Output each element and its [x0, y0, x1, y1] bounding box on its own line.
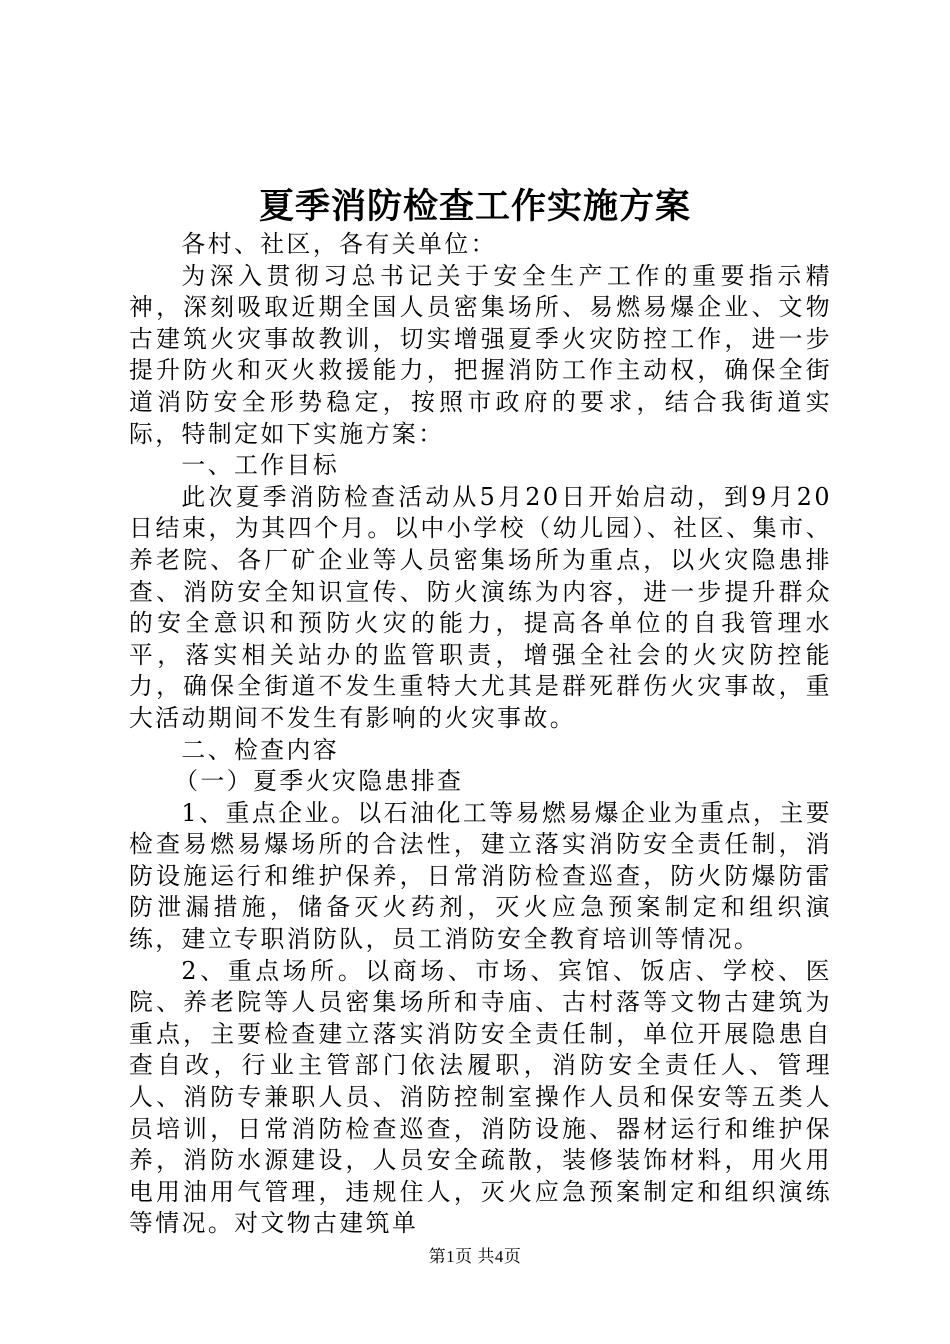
- section-heading-inspection-content: 二、检查内容: [181, 735, 340, 764]
- document-body: [129, 229, 832, 1240]
- work-goals-paragraph: 此次夏季消防检查活动从5月20日开始启动，到9月20日结束，为其四个月。以中小学校（幼儿园）、社区、集市、养老院、各厂矿企业等人员密集场所为重点，以火灾隐患排查、消防安全知识宣传、防火演练为内容，进一步提升群众的安全意识和预防火灾的能力，提高各单位的自我管理水平，落实相关站办的监管职责，增强全社会的火灾防控能力，确保全街道不发生重特大尤其是群死群伤火灾事故，重大活动期间不发生有影响的火灾事故。: [129, 482, 832, 732]
- document-title: 夏季消防检查工作实施方案: [258, 186, 691, 227]
- key-venues-paragraph: 2、重点场所。以商场、市场、宾馆、饭店、学校、医院、养老院等人员密集场所和寺庙、古村落等文物古建筑为重点，主要检查建立落实消防安全责任制，单位开展隐患自查自改，行业主管部门依法履职，消防安全责任人、管理人、消防专兼职人员、消防控制室操作人员和保安等五类人员培训，日常消防检查巡查，消防设施、器材运行和维护保养，消防水源建设，人员安全疏散，装修装饰材料，用火用电用油用气管理，违规住人，灭火应急预案制定和组织演练等情况。对文物古建筑单: [129, 956, 832, 1238]
- section-heading-work-goals: 一、工作目标: [181, 451, 340, 480]
- key-enterprises-paragraph: 1、重点企业。以石油化工等易燃易爆企业为重点，主要检查易燃易爆场所的合法性，建立落实消防安全责任制，消防设施运行和维护保养，日常消防检查巡查，防火防爆防雷防泄漏措施，储备灭火药剂，灭火应急预案制定和组织演练，建立专职消防队，员工消防安全教育培训等情况。: [129, 798, 832, 954]
- salutation: 各村、社区，各有关单位：: [181, 230, 497, 258]
- subsection-heading-hazard-inspection: （一）夏季火灾隐患排查: [174, 767, 464, 796]
- page-footer: 第1页 共4页: [428, 1247, 522, 1266]
- intro-paragraph: 为深入贯彻习总书记关于安全生产工作的重要指示精神，深刻吸取近期全国人员密集场所、易燃易爆企业、文物古建筑火灾事故教训，切实增强夏季火灾防控工作，进一步提升防火和灭火救援能力，把握消防工作主动权，确保全街道消防安全形势稳定，按照市政府的要求，结合我街道实际，特制定如下实施方案：: [129, 261, 832, 448]
